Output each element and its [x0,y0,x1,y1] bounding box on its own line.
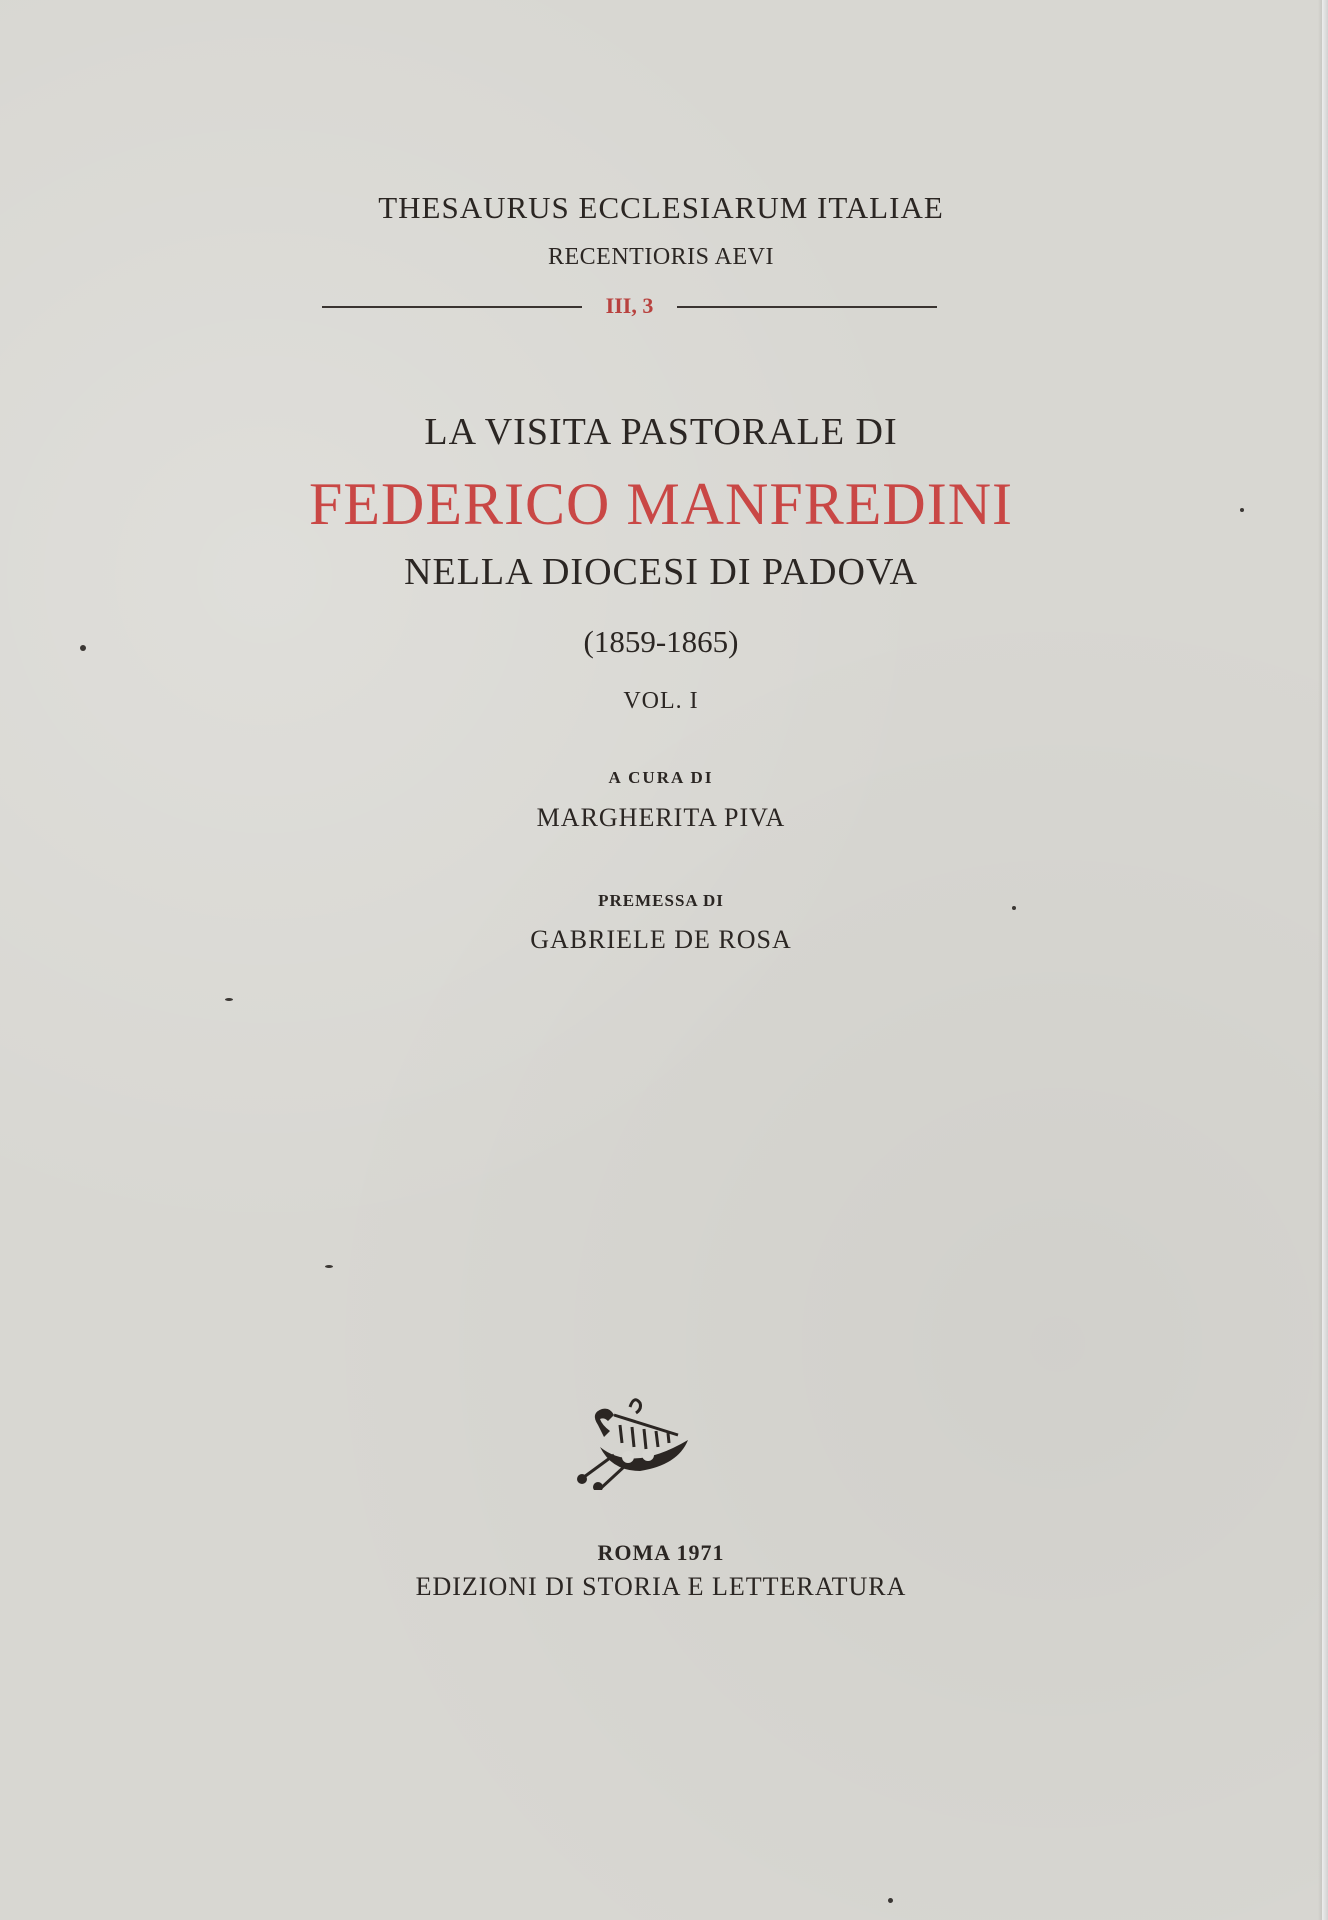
series-rule [322,293,937,318]
editor-label: A CURA DI [608,768,714,787]
page-edge-shadow [1318,0,1328,1920]
paper-speck [1240,508,1244,512]
paper-speck [225,998,233,1001]
ship-emblem-icon [570,1385,700,1490]
series-subtitle: RECENTIORIS AEVI [548,244,774,270]
dates: (1859-1865) [583,624,739,659]
paper-speck [888,1898,893,1903]
series-number: III, 3 [605,293,654,318]
imprint-publisher: EDIZIONI DI STORIA E LETTERATURA [415,1572,907,1601]
paper-speck [80,645,86,651]
title-line-1: LA VISITA PASTORALE DI [424,411,898,453]
paper-speck [325,1265,333,1268]
volume-label: VOL. I [623,688,699,714]
paper-speck [1012,906,1016,910]
rule-left-divider [322,306,582,308]
preface-label: PREMESSA DI [598,891,724,910]
series-title: THESAURUS ECCLESIARUM ITALIAE [378,190,944,225]
editor-name: MARGHERITA PIVA [536,803,786,832]
preface-name: GABRIELE DE ROSA [530,925,792,954]
title-name: FEDERICO MANFREDINI [308,471,1014,537]
title-line-2: NELLA DIOCESI DI PADOVA [404,551,918,593]
rule-right-divider [677,306,937,308]
imprint-place-year: ROMA 1971 [597,1540,725,1565]
